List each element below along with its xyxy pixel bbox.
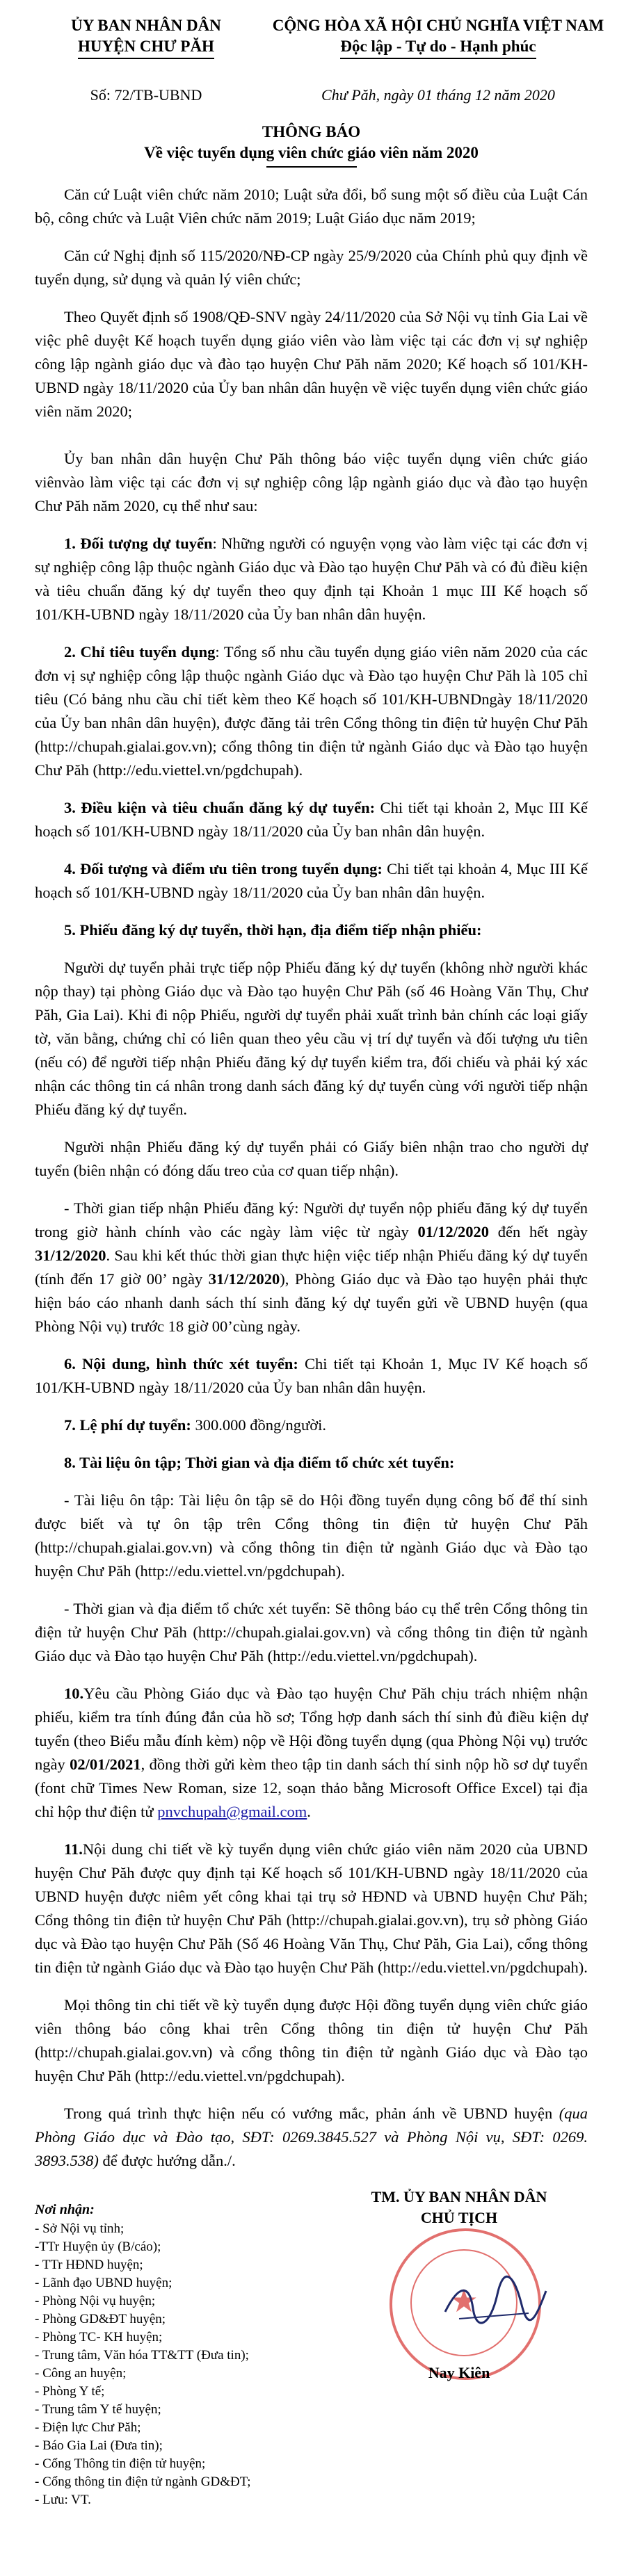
- recipient-item: - Phòng Nội vụ huyện;: [35, 2294, 156, 2308]
- start-date: 01/12/2020: [417, 1223, 490, 1240]
- closing-text: để được hướng dẫn./.: [98, 2152, 236, 2169]
- title-divider: [266, 166, 357, 168]
- recipient-item: - Cổng Thông tin điện tử huyện;: [35, 2456, 206, 2471]
- recipient-item: -TTr Huyện ủy (B/cáo);: [35, 2239, 161, 2254]
- deadline-text: - Thời gian tiếp nhận Phiếu đăng ký: Người dự tuyển nộp phiếu đăng ký dự tuyển trong giờ hành chính vào các ngày làm việc từ ngày: [35, 1199, 588, 1240]
- closing-text: Trong quá trình thực hiện nếu có vướng mắc, phản ánh về UBND huyện: [64, 2105, 559, 2122]
- recipient-item: - Báo Gia Lai (Đưa tin);: [35, 2438, 163, 2453]
- preamble-paragraph: Căn cứ Nghị định số 115/2020/NĐ-CP ngày 25/9/2020 của Chính phủ quy định về tuyển dụng, sử dụng và quản lý viên chức;: [35, 247, 588, 288]
- section-7: [35, 1413, 588, 1437]
- deadline-text: . Sau khi kết thúc thời gian thực hiện việc tiếp nhận Phiếu đăng ký dự tuyển (tính đến 17 giờ 00’ ngày: [35, 1247, 588, 1288]
- place-date: Chư Păh, ngày 01 tháng 12 năm 2020: [321, 86, 555, 104]
- submission-date: 02/01/2021: [70, 1756, 141, 1773]
- recipient-item: - Phòng Y tế;: [35, 2384, 105, 2399]
- section-1-text: : Những người có nguyện vọng vào làm việc tại các đơn vị sự nghiệp công lập thuộc ngành Giáo dục và Đào tạo huyện Chư Păh và có đủ điều kiện và tiêu chuẩn đăng ký dự tuyển theo quy định tại Khoản 1 mục III Kế hoạch số 101/KH-UBND ngày 18/11/2020 của Ủy ban nhân dân huyện.: [35, 535, 588, 623]
- section-3-heading: 3. Điều kiện và tiêu chuẩn đăng ký dự tuyển:: [64, 799, 376, 816]
- national-motto: [243, 15, 626, 59]
- recipient-item: - Cổng thông tin điện tử ngành GD&ĐT;: [35, 2474, 251, 2489]
- document-subtitle: Về việc tuyển dụng viên chức giáo viên năm 2020: [144, 144, 479, 161]
- motto-line: Độc lập - Tự do - Hạnh phúc: [340, 36, 536, 59]
- country-name: CỘNG HÒA XÃ HỘI CHỦ NGHĨA VIỆT NAM: [272, 17, 604, 34]
- preamble-paragraph: Căn cứ Luật viên chức năm 2010; Luật sửa đổi, bổ sung một số điều của Luật Cán bộ, công chức và Luật Viên chức năm 2019; Luật Giáo dục năm 2019;: [35, 186, 588, 227]
- recipient-item: - Trung tâm, Văn hóa TT&TT (Đưa tin);: [35, 2348, 249, 2363]
- section-5-paragraph: Người nhận Phiếu đăng ký dự tuyển phải có Giấy biên nhận trao cho người dự tuyển (biên nhận có đóng dấu treo của cơ quan tiếp nhận).: [35, 1138, 588, 1179]
- signature-block: [334, 2187, 584, 2381]
- section-6-text: Chi tiết tại Khoản 1, Mục IV Kế hoạch số 101/KH-UBND ngày 18/11/2020 của Ủy ban nhân dân huyện.: [35, 1355, 588, 1396]
- section-2-heading: 2. Chỉ tiêu tuyển dụng: [64, 643, 216, 661]
- recipient-item: - TTr HĐND huyện;: [35, 2258, 143, 2272]
- handwritten-signature: [438, 2270, 549, 2333]
- section-6-heading: 6. Nội dung, hình thức xét tuyển:: [64, 1355, 298, 1372]
- section-8-heading: 8. Tài liệu ôn tập; Thời gian và địa điểm tổ chức xét tuyển:: [64, 1454, 455, 1471]
- preamble-paragraph: Theo Quyết định số 1908/QĐ-SNV ngày 24/11/2020 của Sở Nội vụ tỉnh Gia Lai về việc phê duyệt Kế hoạch tuyển dụng giáo viên vào làm việc tại các đơn vị sự nghiệp công lập ngành giáo dục và đào tạo huyện Chư Păh năm 2020; Kế hoạch số 101/KH-UBND ngày 18/11/2020 của Ủy ban nhân dân huyện về việc tuyển dụng viên chức giáo viên năm 2020;: [35, 308, 588, 420]
- section-5-paragraph: Người dự tuyển phải trực tiếp nộp Phiếu đăng ký dự tuyển (không nhờ người khác nộp thay) tại phòng Giáo dục và Đào tạo huyện Chư Păh (số 46 Hoàng Văn Thụ, Chư Păh, Gia Lai). Khi đi nộp Phiếu, người dự tuyển phải xuất trình bản chính các loại giấy tờ, văn bằng, chứng chỉ có liên quan theo yêu cầu vị trí dự tuyển và đối tượng ưu tiên (nếu có) để người tiếp nhận Phiếu đăng ký dự tuyển kiểm tra, đối chiếu và phải ký xác nhận các thông tin cá nhân trong danh sách đăng ký dự tuyển cùng với người tiếp nhận Phiếu đăng ký dự tuyển.: [35, 959, 588, 1118]
- email-link[interactable]: pnvchupah@gmail.com: [157, 1803, 307, 1820]
- section-8-paragraph: - Thời gian và địa điểm tổ chức xét tuyển: Sẽ thông báo cụ thể trên Cổng thông tin điện tử huyện Chư Păh (http://chupah.gialai.gov.vn) và cổng thông tin điện tử ngành Giáo dục và Đào tạo huyện Chư Păh (http://edu.viettel.vn/pgdchupah).: [35, 1600, 588, 1664]
- section-5-heading: 5. Phiếu đăng ký dự tuyển, thời hạn, địa điểm tiếp nhận phiếu:: [64, 921, 482, 939]
- section-3-text: Chi tiết tại khoản 2, Mục III Kế hoạch số 101/KH-UBND ngày 18/11/2020 của Ủy ban nhân dân huyện.: [35, 799, 588, 840]
- section-11-text: Nội dung chi tiết về kỳ tuyển dụng viên chức giáo viên năm 2020 của UBND huyện Chư Păh được quy định tại Kế hoạch số 101/KH-UBND ngày 18/11/2020 của UBND huyện được niêm yết công khai tại trụ sở HĐND và UBND huyện Chư Păh; Cổng thông tin điện tử huyện Chư Păh (http://chupah.gialai.gov.vn), trụ sở phòng Giáo dục và Đào tạo huyện Chư Păh (Số 46 Hoàng Văn Thụ, Chư Păh, Gia Lai), cổng thông tin điện tử ngành Giáo dục và Đào tạo huyện Chư Păh (http://edu.viettel.vn/pgdchupah).: [35, 1840, 588, 1976]
- section-7-heading: 7. Lệ phí dự tuyển:: [64, 1416, 191, 1434]
- document-title: THÔNG BÁO: [262, 123, 361, 140]
- issuing-authority: [49, 15, 243, 59]
- section-3: [35, 796, 588, 843]
- recipients-title: Nơi nhận:: [35, 2202, 95, 2217]
- end-date: 31/12/2020: [35, 1247, 106, 1264]
- deadline-text: ), Phòng Giáo dục và Đào tạo huyện phải thực hiện báo cáo nhanh danh sách thí sinh đăng ký dự tuyển gửi về UBND huyện (qua Phòng Nội vụ) trước 18 giờ 00’cùng ngày.: [35, 1270, 588, 1335]
- section-4-text: Chi tiết tại khoản 4, Mục III Kế hoạch số 101/KH-UBND ngày 18/11/2020 của Ủy ban nhân dân huyện.: [35, 860, 588, 901]
- recipient-item: - Sở Nội vụ tỉnh;: [35, 2221, 125, 2236]
- section-11-heading: 11.: [64, 1840, 83, 1858]
- section-2: [35, 640, 588, 782]
- recipients-list: [35, 2201, 327, 2509]
- section-2-text: : Tổng số nhu cầu tuyển dụng giáo viên năm 2020 của các đơn vị sự nghiệp công lập thuộc ngành Giáo dục và Đào tạo huyện Chư Păh là 105 chỉ tiêu (Có bảng nhu cầu chỉ tiết kèm theo Kế hoạch số 101/KH-UBNDngày 18/11/2020 của Ủy ban nhân dân huyện), được đăng tải trên Cổng thông tin điện tử huyện Chư Păh (http://chupah.gialai.gov.vn); cổng thông tin điện tử ngành Giáo dục và Đào tạo huyện Chư Păh (http://edu.viettel.vn/pgdchupah).: [35, 643, 588, 779]
- recipient-item: - Phòng TC- KH huyện;: [35, 2330, 163, 2344]
- signatory-org: TM. ỦY BAN NHÂN DÂN: [371, 2188, 547, 2205]
- closing-contact: [35, 2102, 588, 2173]
- end-date: 31/12/2020: [208, 1270, 280, 1288]
- section-8-paragraph: - Tài liệu ôn tập: Tài liệu ôn tập sẽ do Hội đồng tuyển dụng công bố để thí sinh được biết và tự ôn tập trên Cổng thông tin điện tử huyện Chư Păh (http://chupah.gialai.gov.vn) và cổng thông tin điện tử ngành Giáo dục và Đào tạo huyện Chư Păh (http://edu.viettel.vn/pgdchupah).: [35, 1491, 588, 1580]
- section-11: [35, 1838, 588, 1979]
- section-5-deadline: [35, 1197, 588, 1338]
- section-4: [35, 857, 588, 905]
- seal-star-icon: ★: [449, 2283, 479, 2319]
- recipient-item: - Công an huyện;: [35, 2366, 127, 2381]
- signer-name: Nay Kiên: [428, 2364, 490, 2381]
- section-10-text: , đồng thời gửi kèm theo tập tin danh sách thí sinh nộp hồ sơ dự tuyển (font chữ Times New Roman, size 12, soạn thảo bằng Microsoft Office Excel) tại địa chỉ hộp thư điện tử: [35, 1756, 588, 1820]
- recipient-item: - Phòng GD&ĐT huyện;: [35, 2312, 166, 2326]
- recipient-item: - Lưu: VT.: [35, 2493, 91, 2507]
- recipient-item: - Điện lực Chư Păh;: [35, 2420, 141, 2435]
- section-10-text: .: [307, 1803, 311, 1820]
- recipient-item: - Trung tâm Y tế huyện;: [35, 2402, 161, 2417]
- section-4-heading: 4. Đối tượng và điểm ưu tiên trong tuyển dụng:: [64, 860, 383, 877]
- document-number: Số: 72/TB-UBND: [90, 86, 202, 104]
- closing-paragraph: Mọi thông tin chi tiết về kỳ tuyển dụng được Hội đồng tuyển dụng viên chức giáo viên thông báo công khai trên Cổng thông tin điện tử huyện Chư Păh (http://chupah.gialai.gov.vn) và cổng thông tin điện tử ngành Giáo dục và Đào tạo huyện Chư Păh (http://edu.viettel.vn/pgdchupah).: [35, 1996, 588, 2084]
- section-10-text: Yêu cầu Phòng Giáo dục và Đào tạo huyện Chư Păh chịu trách nhiệm nhận phiếu, kiểm tra tính đúng đắn của hồ sơ; Tổng hợp danh sách thí sinh đủ điều kiện dự tuyển (theo Biểu mẫu đính kèm) nộp về Hội đồng tuyển dụng (qua Phòng Nội vụ) trước ngày: [35, 1685, 588, 1773]
- section-10: [35, 1682, 588, 1824]
- authority-name: ỦY BAN NHÂN DÂN: [71, 17, 221, 34]
- contact-phones: (qua Phòng Giáo dục và Đào tạo, SĐT: 0269.3845.527 và Phòng Nội vụ, SĐT: 0269. 3893.538): [35, 2105, 588, 2169]
- signatory-role: CHỦ TỊCH: [420, 2209, 498, 2226]
- section-1-heading: 1. Đối tượng dự tuyển: [64, 535, 213, 552]
- deadline-text: đến hết ngày: [489, 1223, 588, 1240]
- document-header: [35, 0, 604, 115]
- section-6: [35, 1352, 588, 1400]
- section-7-text: 300.000 đồng/người.: [191, 1416, 327, 1434]
- section-10-heading: 10.: [64, 1685, 84, 1702]
- document-footer: [35, 2187, 588, 2576]
- section-1: [35, 532, 588, 626]
- recipient-item: - Lãnh đạo UBND huyện;: [35, 2276, 172, 2290]
- authority-district: HUYỆN CHƯ PĂH: [78, 36, 214, 59]
- intro-paragraph: Ủy ban nhân dân huyện Chư Păh thông báo việc tuyển dụng viên chức giáo viênvào làm việc tại các đơn vị sự nghiệp công lập ngành giáo dục và đào tạo huyện Chư Păh năm 2020, cụ thể như sau:: [35, 450, 588, 515]
